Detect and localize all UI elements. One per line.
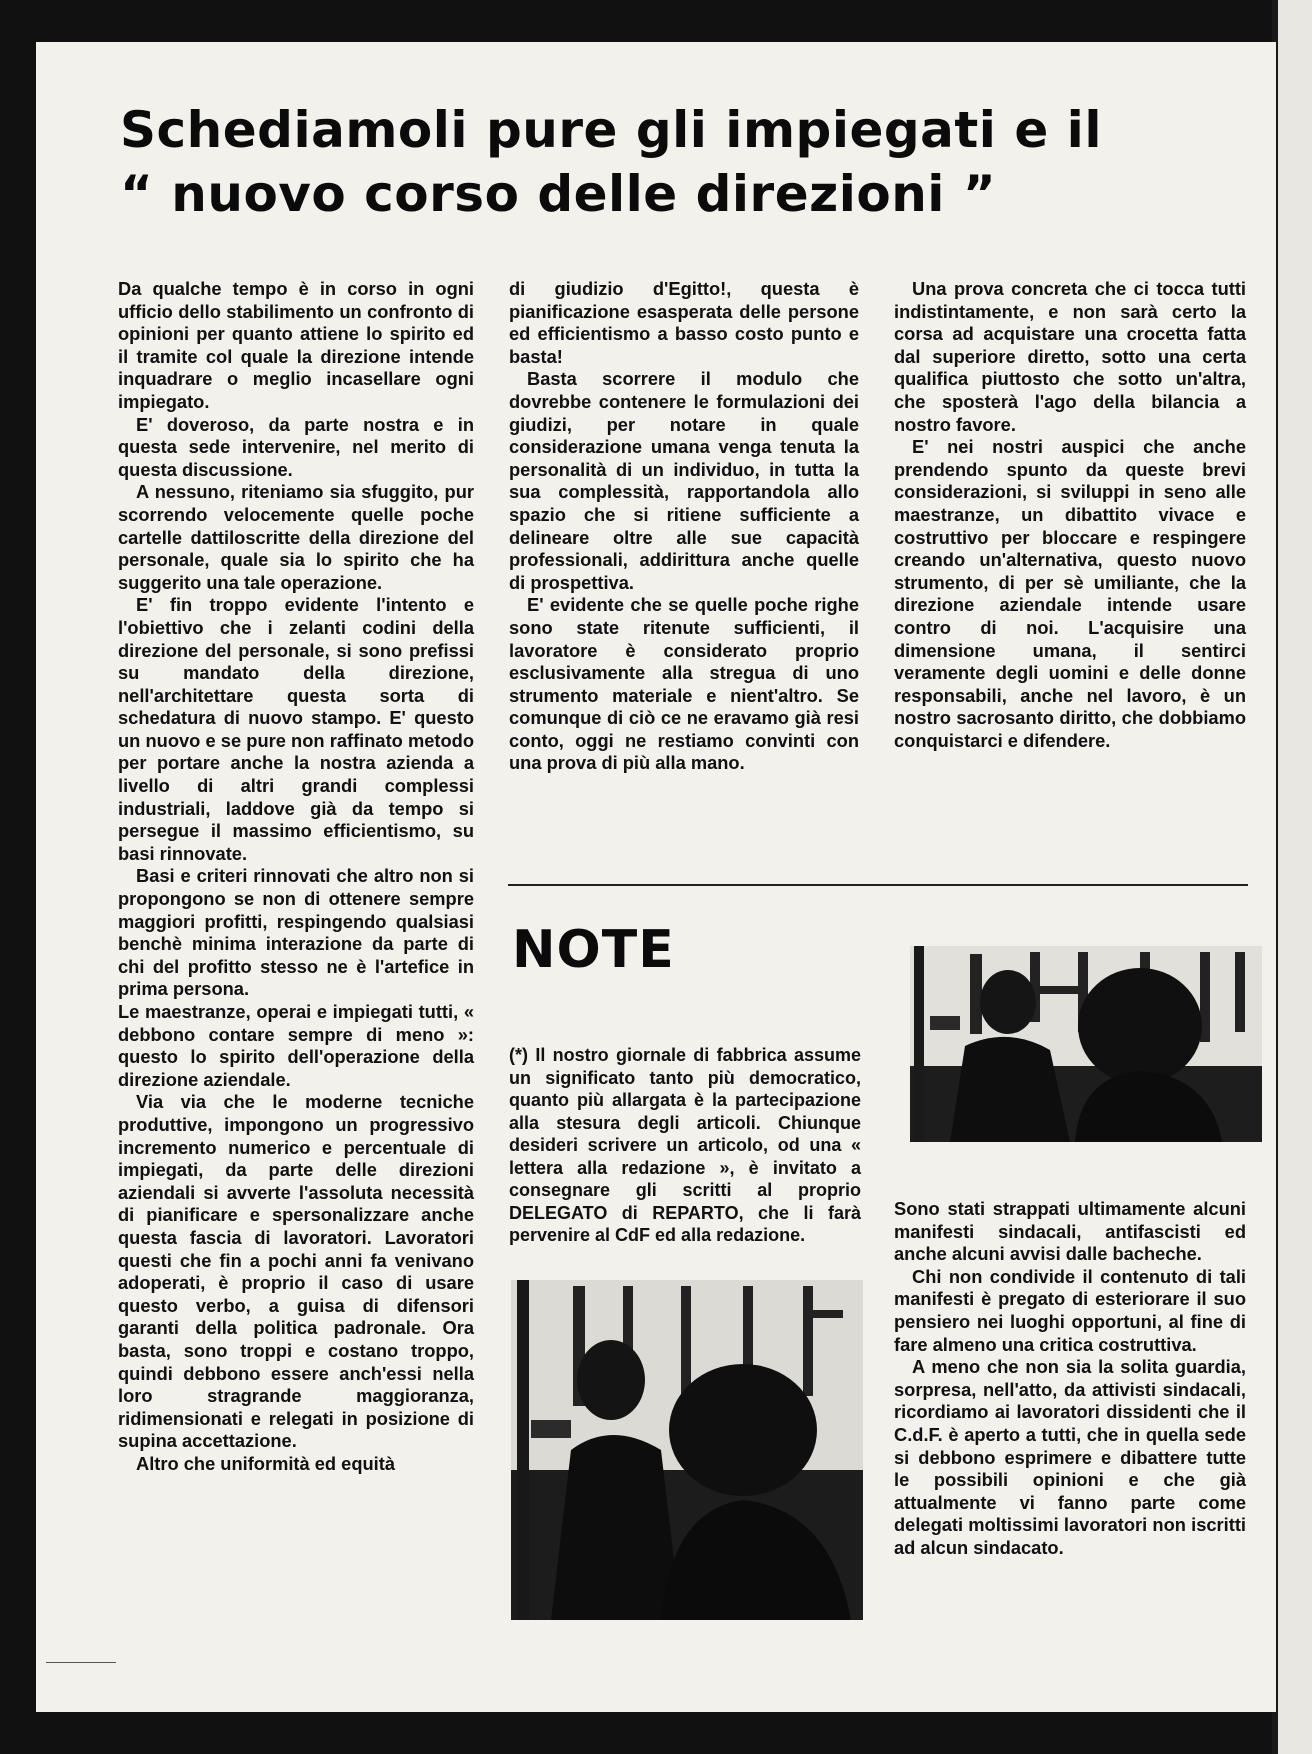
paragraph: E' doveroso, da parte nostra e in questa sede intervenire, nel merito di questa discussione. xyxy=(118,413,474,480)
photo-image xyxy=(910,946,1262,1142)
paragraph: A meno che non sia la solita guardia, sorpresa, nell'atto, da attivisti sindacali, ricordiamo ai lavoratori dissidenti che il C.d.F. è aperto a tutti, che in quella sede si debbono esprimere e dibattere tutte le possibili opinioni e che già attualmente vi fanno parte come delegati moltissimi lavoratori non iscritti ad alcun sindacato. xyxy=(894,1356,1246,1558)
photo-image xyxy=(511,1280,863,1620)
photo-workers-top xyxy=(910,946,1262,1142)
paragraph: Chi non condivide il contenuto di tali manifesti è pregato di esteriorare il suo pensiero nei luoghi opportuni, al fine di fare almeno una critica costruttiva. xyxy=(894,1265,1246,1355)
paragraph: Basi e criteri rinnovati che altro non si propongono se non di ottenere sempre maggiori profitti, respingendo qualsiasi benchè minima interazione da parte di chi del profitto stesso ne è l'artefice in prima persona. xyxy=(118,865,474,1000)
paragraph: Altro che uniformità ed equità xyxy=(136,1452,396,1474)
paragraph: Le maestranze, operai e impiegati tutti, « debbono contare sempre di meno »: questo lo spirito dell'operazione della direzione aziendale. xyxy=(118,1001,474,1090)
paragraph: E' nei nostri auspici che anche prendendo spunto da queste brevi considerazioni, si sviluppi in seno alle maestranze, un dibattito vivace e costruttivo per bloccare e respingere creando un'alternativa, questo nuovo strumento, di per sè umiliante, che la direzione aziendale intende usare contro di noi. L'acquisire una dimensione umana, il sentirci veramente degli uomini e delle donne responsabili, anche nel lavoro, è un nostro sacrosanto diritto, che dobbiamo conquistarci e difendere. xyxy=(894,436,1246,751)
paragraph: E' evidente che se quelle poche righe sono state ritenute sufficienti, il lavoratore è considerato proprio esclusivamente alla stregua di uno strumento materiale e nient'altro. Se comunque di ciò ce ne eravamo già resi conto, oggi ne restiamo convinti con una prova di più alla mano. xyxy=(509,594,859,774)
paragraph: Sono stati strappati ultimamente alcuni manifesti sindacali, antifascisti ed anche alcuni avvisi dalle bacheche. xyxy=(894,1198,1246,1265)
headline-line-2: “ nuovo corso delle direzioni ” xyxy=(120,165,997,223)
paragraph: di giudizio d'Egitto!, questa è pianificazione esasperata delle persone ed efficientismo a basso costo punto e basta! xyxy=(509,278,859,367)
section-divider xyxy=(508,884,1248,886)
article-column-2 xyxy=(509,278,859,775)
paragraph: A nessuno, riteniamo sia sfuggito, pur scorrendo velocemente quelle poche cartelle dattiloscritte della direzione del personale, quale sia lo spirito che ha suggerito una tale operazione. xyxy=(118,481,474,593)
article-column-3 xyxy=(894,278,1246,752)
note-text: (*) Il nostro giornale di fabbrica assume un significato tanto più democratico, quanto più allargata è la partecipazione alla stesura degli articoli. Chiunque desideri scrivere un articolo, od una « lettera alla redazione », è invitato a consegnare gli scritti al proprio DELEGATO di REPARTO, che li farà pervenire al CdF ed alla redazione. xyxy=(509,1045,861,1245)
article-column-1 xyxy=(118,278,474,1475)
note-heading: NOTE xyxy=(512,920,675,980)
paragraph: Una prova concreta che ci tocca tutti indistintamente, e non sarà certo la corsa ad acquistare una crocetta fatta dal superiore diretto, sotto una certa qualifica piuttosto che sotto un'altra, che sposterà l'ago della bilancia a nostro favore. xyxy=(894,278,1246,435)
article-headline xyxy=(120,98,1260,226)
paragraph: Via via che le moderne tecniche produttive, impongono un progressivo incremento numerico e percentuale di impiegati, da parte delle direzioni aziendali si avverte l'assoluta necessità di pianificare e spersonalizzare anche questa fascia di lavoratori. Lavoratori questi che fin a pochi anni fa venivano adoperati, è proprio il caso di usare questo verbo, a guisa di difensori garanti della politica padronale. Ora basta, sono troppi e costano troppo, quindi debbono essere anch'essi nella loro stragrande maggioranza, ridimensionati e relegati in posizione di supina accettazione. xyxy=(118,1091,474,1452)
photo-workers-bottom xyxy=(511,1280,863,1620)
newspaper-page xyxy=(36,42,1276,1712)
photo-caption xyxy=(894,1198,1246,1560)
adjacent-page-edge xyxy=(1272,0,1312,1754)
paragraph: E' fin troppo evidente l'intento e l'obiettivo che i zelanti codini della direzione del personale, si sono prefissi su mandato della direzione, nell'architettare questa sorta di schedatura di nuovo stampo. E' questo un nuovo e se pure non raffinato metodo per portare anche la nostra azienda a livello di altri grandi complessi industriali, laddove già da tempo si persegue il massimo efficientismo, su basi rinnovate. xyxy=(118,594,474,864)
headline-line-1: Schediamoli pure gli impiegati e il xyxy=(120,101,1102,159)
page-margin-mark xyxy=(46,1662,116,1663)
paragraph: Da qualche tempo è in corso in ogni ufficio dello stabilimento un confronto di opinioni per quanto attiene lo spirito ed il tramite col quale la direzione intende inquadrare o meglio incasellare ogni impiegato. xyxy=(118,278,474,412)
paragraph: Basta scorrere il modulo che dovrebbe contenere le formulazioni dei giudizi, per notare in quale considerazione umana venga tenuta la personalità di un individuo, in tutta la sua complessità, rapportandola allo spazio che si ritiene sufficiente a delineare oltre alle sue capacità professionali, addirittura anche quelle di prospettiva. xyxy=(509,368,859,593)
